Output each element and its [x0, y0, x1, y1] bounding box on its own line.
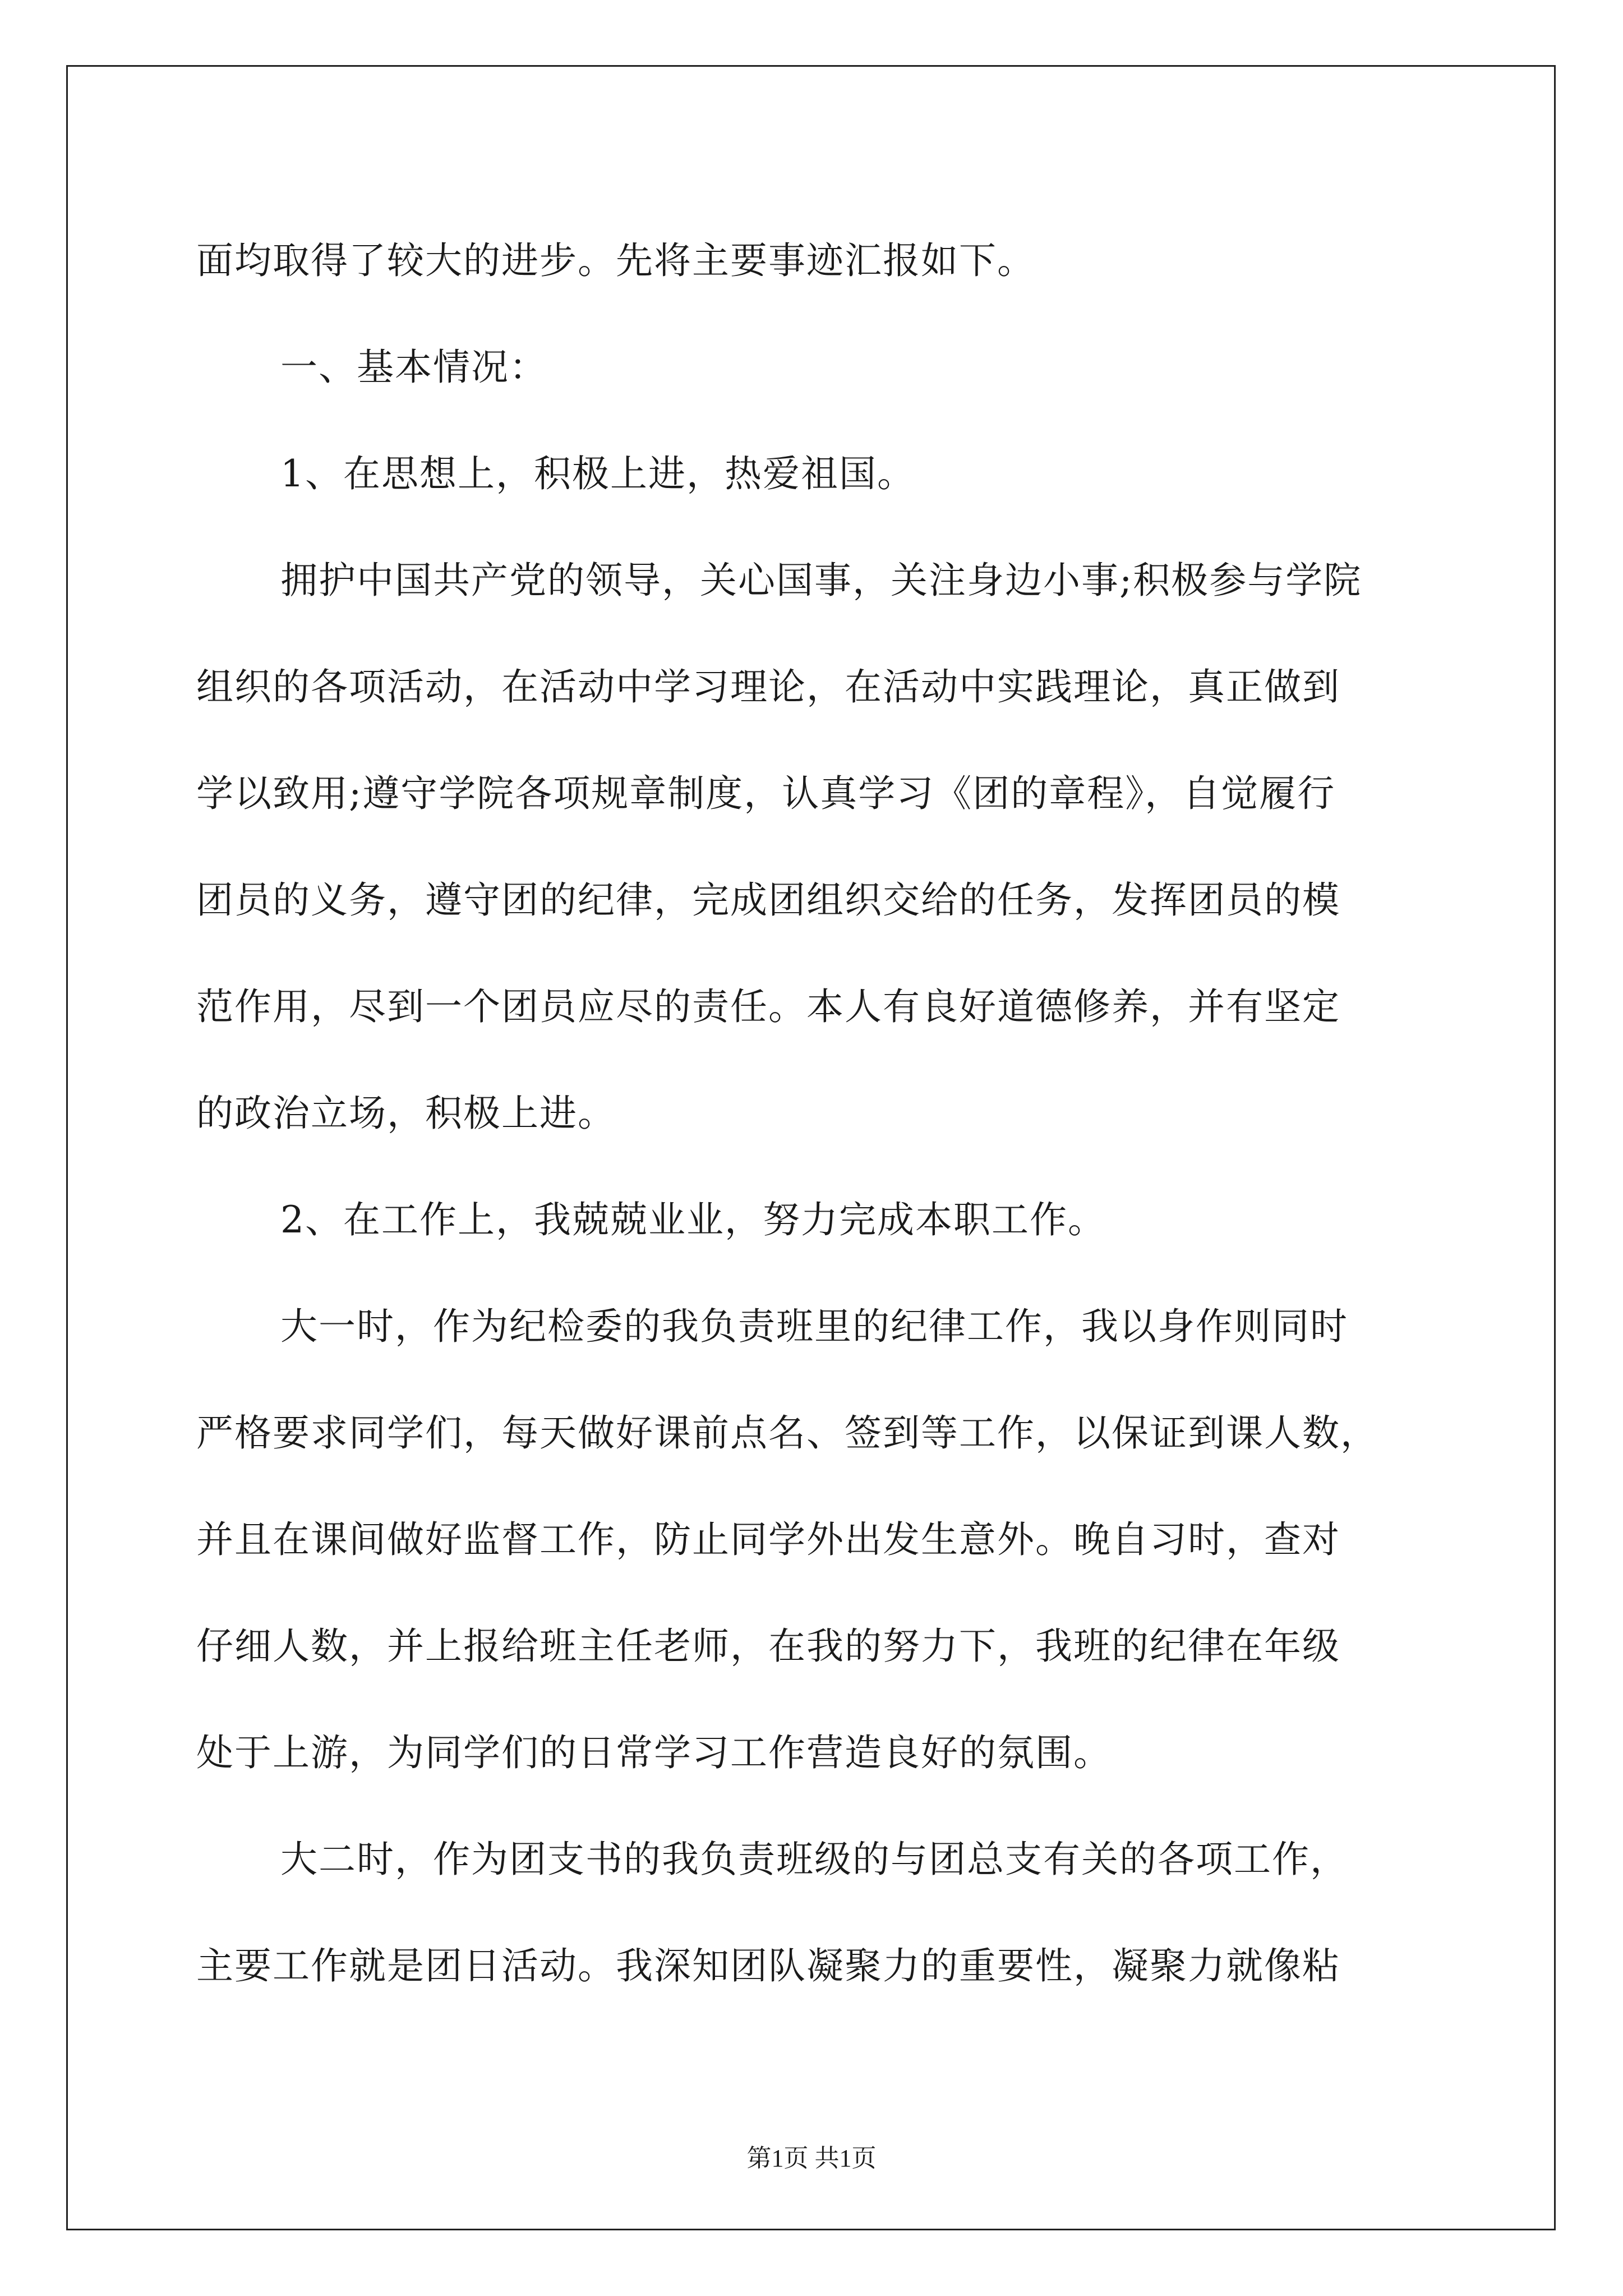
subsection-heading: 2、在工作上，我兢兢业业，努力完成本职工作。	[280, 1198, 1106, 1241]
subsection-heading: 1、在思想上，积极上进，热爱祖国。	[280, 452, 915, 495]
section-heading: 一、基本情况：	[280, 346, 547, 389]
text-line: 范作用，尽到一个团员应尽的责任。本人有良好道德修养，并有坚定	[196, 985, 1340, 1028]
text-line: 拥护中国共产党的领导，关心国事，关注身边小事;积极参与学院	[280, 559, 1362, 602]
text-line: 组织的各项活动，在活动中学习理论，在活动中实践理论，真正做到	[196, 665, 1340, 708]
text-line: 大一时，作为纪检委的我负责班里的纪律工作，我以身作则同时	[280, 1305, 1348, 1348]
text-line: 面均取得了较大的进步。先将主要事迹汇报如下。	[196, 239, 1035, 282]
text-line: 处于上游，为同学们的日常学习工作营造良好的氛围。	[196, 1731, 1112, 1774]
text-line: 并且在课间做好监督工作，防止同学外出发生意外。晚自习时，查对	[196, 1518, 1340, 1561]
text-line: 仔细人数，并上报给班主任老师，在我的努力下，我班的纪律在年级	[196, 1625, 1340, 1668]
document-body	[196, 208, 1427, 2019]
text-line: 团员的义务，遵守团的纪律，完成团组织交给的任务，发挥团员的模	[196, 878, 1340, 922]
text-line: 大二时，作为团支书的我负责班级的与团总支有关的各项工作，	[280, 1838, 1348, 1881]
page-number-footer: 第1页 共1页	[746, 2145, 877, 2172]
text-line: 主要工作就是团日活动。我深知团队凝聚力的重要性，凝聚力就像粘	[196, 1944, 1340, 1987]
text-line: 严格要求同学们，每天做好课前点名、签到等工作，以保证到课人数，	[196, 1411, 1378, 1455]
text-line: 的政治立场，积极上进。	[196, 1092, 616, 1135]
text-line: 学以致用;遵守学院各项规章制度，认真学习《团的章程》，自觉履行	[196, 772, 1336, 815]
